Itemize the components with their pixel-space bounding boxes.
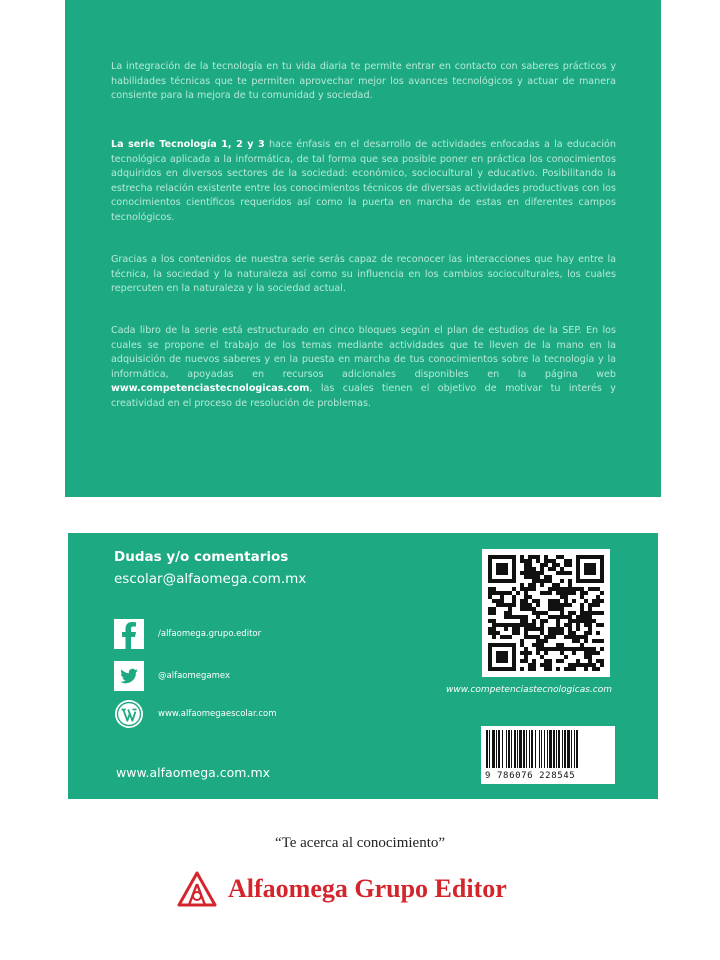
- publisher-name: Alfaomega Grupo Editor: [228, 874, 507, 903]
- contact-panel: [68, 533, 658, 799]
- alfaomega-logo-icon: [176, 870, 218, 908]
- series-paragraph: La serie Tecnología 1, 2 y 3 hace énfasis en el desarrollo de actividades enfocadas a la educación tecnológica aplicada a la informática, de tal forma que sea posible poner en práctica los conocimientos adquiridos en diversos sectores de la sociedad: económico, sociocultural y educativo. Posibilitando la estrecha relación existente entre los conocimientos técnicos de diversas actividades productivas con los conocimientos científicos requeridos así como la puerta en marcha de estas en diferentes campos tecnológicos.: [111, 139, 616, 223]
- social-wordpress[interactable]: [114, 699, 277, 729]
- wordpress-url: www.alfaomegaescolar.com: [158, 709, 277, 719]
- facebook-handle: /alfaomega.grupo.editor: [158, 629, 262, 639]
- twitter-icon: [114, 661, 144, 691]
- intro-paragraph: La integración de la tecnología en tu vida diaria te permite entrar en contacto con saberes prácticos y habilidades técnicas que te permiten aprovechar mejor los avances tecnológicos y actuar de manera consiente para la mejora de tu comunidad y sociedad.: [111, 61, 616, 101]
- contact-title: Dudas y/o comentarios: [114, 549, 289, 565]
- slogan: “Te acerca al conocimiento”: [274, 835, 446, 851]
- qr-url[interactable]: www.competenciastecnologicas.com: [446, 685, 612, 695]
- isbn-number: 9 786076 228545: [485, 771, 576, 781]
- description-panel: [65, 0, 661, 497]
- social-twitter[interactable]: [114, 661, 230, 691]
- social-facebook[interactable]: [114, 619, 261, 649]
- publisher-logo: [176, 870, 507, 908]
- facebook-icon: [114, 619, 144, 649]
- structure-paragraph: Cada libro de la serie está estructurado en cinco bloques según el plan de estudios de la SEP. En los cuales se propone el trabajo de los temas mediante actividades que te lleven de la mano en la adquisición de nuevos saberes y en la puesta en marcha de tus conocimientos sobre la tecnología y la informática, apoyadas en recursos adicionales disponibles en la página web www.competenciastecnologicas.com, las cuales tienen el objetivo de motivar tu interés y creatividad en el proceso de resolución de problemas.: [111, 325, 616, 409]
- contents-paragraph: Gracias a los contenidos de nuestra serie serás capaz de reconocer las interacciones que hay entre la técnica, la sociedad y la naturaleza así como su influencia en los cambios socioculturales, los cuales repercuten en la naturaleza y la sociedad actual.: [111, 254, 616, 294]
- barcode: [481, 726, 615, 784]
- website-link[interactable]: www.alfaomega.com.mx: [116, 765, 271, 780]
- wordpress-icon: [114, 699, 144, 729]
- twitter-handle: @alfaomegamex: [158, 671, 230, 681]
- contact-email[interactable]: escolar@alfaomega.com.mx: [114, 571, 307, 587]
- qr-code: [482, 549, 610, 677]
